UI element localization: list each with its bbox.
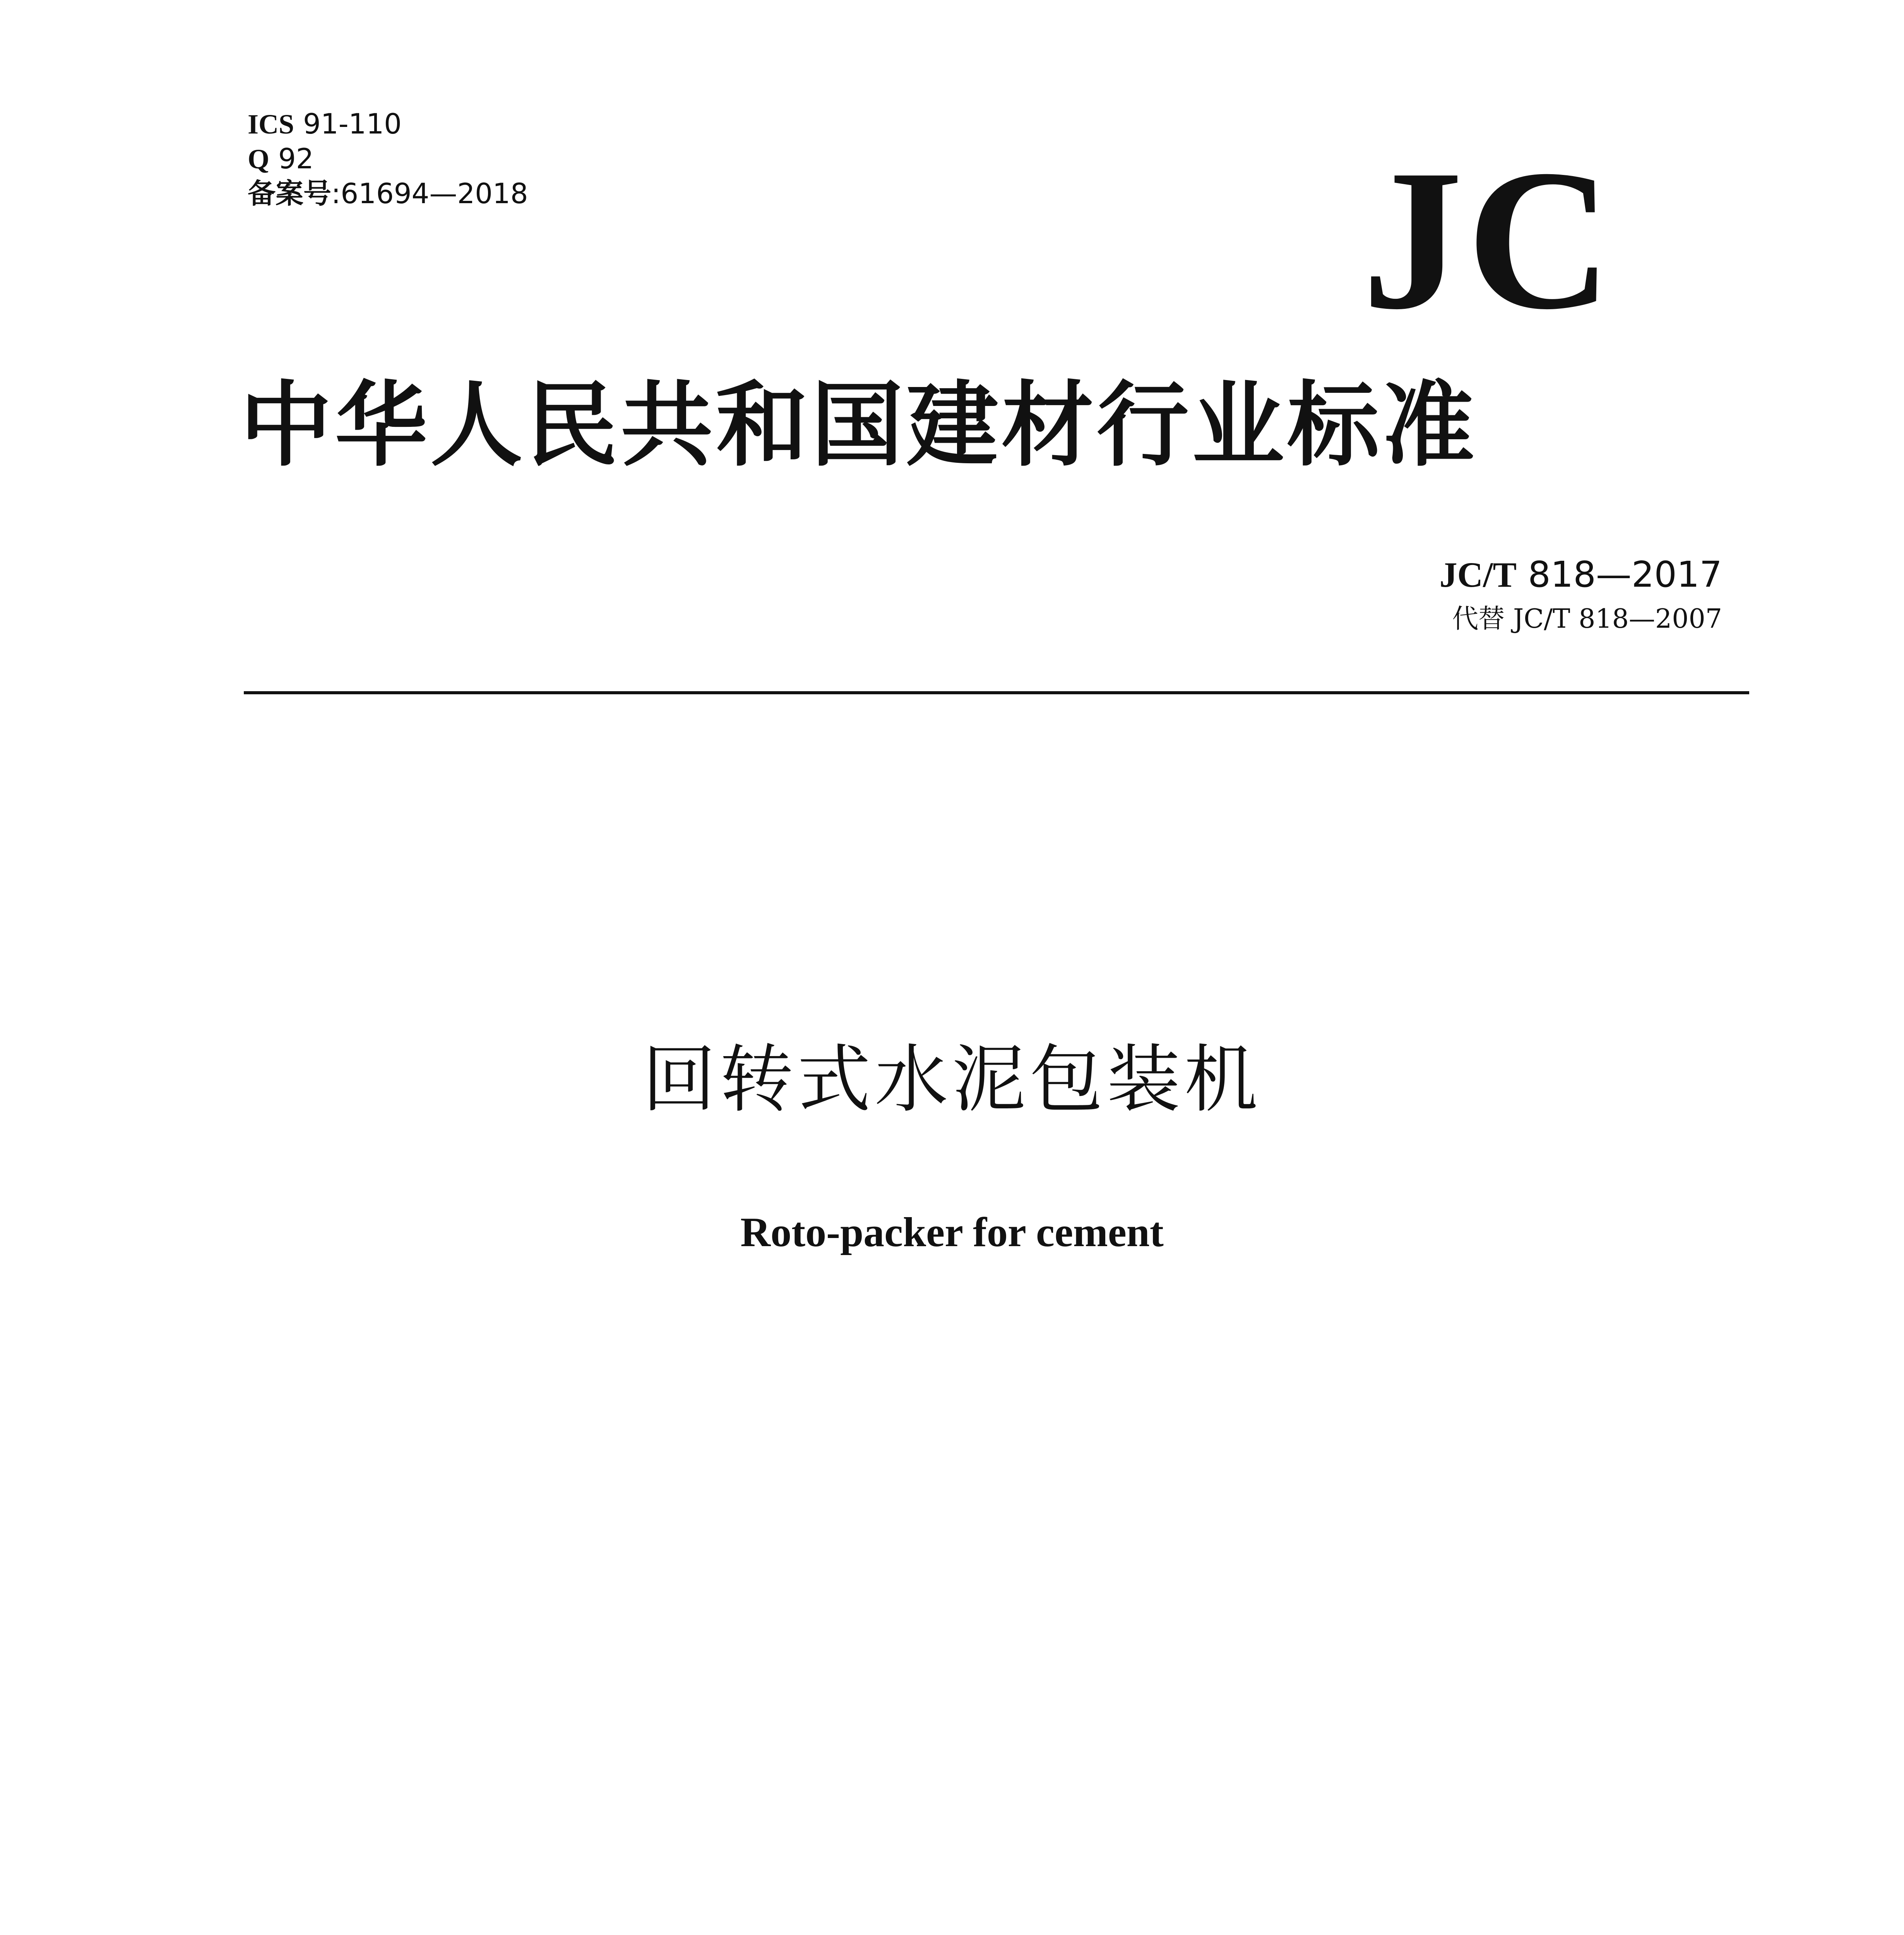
standard-code-prefix: JC/T xyxy=(1439,555,1517,594)
standard-code-number: 818—2017 xyxy=(1517,554,1722,595)
standard-number xyxy=(1440,553,1722,596)
document-title-chinese: 回转式水泥包装机 xyxy=(642,1037,1262,1122)
filing-value: :61694—2018 xyxy=(331,177,528,210)
jc-logo: JC xyxy=(1362,128,1616,351)
ics-prefix: ICS xyxy=(248,109,295,140)
ccs-code xyxy=(248,143,314,175)
standard-category-banner: 中华人民共和国建材行业标准 xyxy=(240,372,1478,479)
header-divider xyxy=(244,691,1749,694)
filing-label: 备案号 xyxy=(248,177,332,210)
replaced-standard: 代替 JC/T 818—2007 xyxy=(1452,604,1722,634)
ics-number: 91-110 xyxy=(303,108,402,140)
ccs-number: 92 xyxy=(278,142,314,175)
ccs-prefix: Q xyxy=(248,144,270,175)
ics-code xyxy=(248,108,402,140)
filing-number xyxy=(248,178,528,209)
document-title-english: Roto-packer for cement xyxy=(740,1209,1164,1255)
